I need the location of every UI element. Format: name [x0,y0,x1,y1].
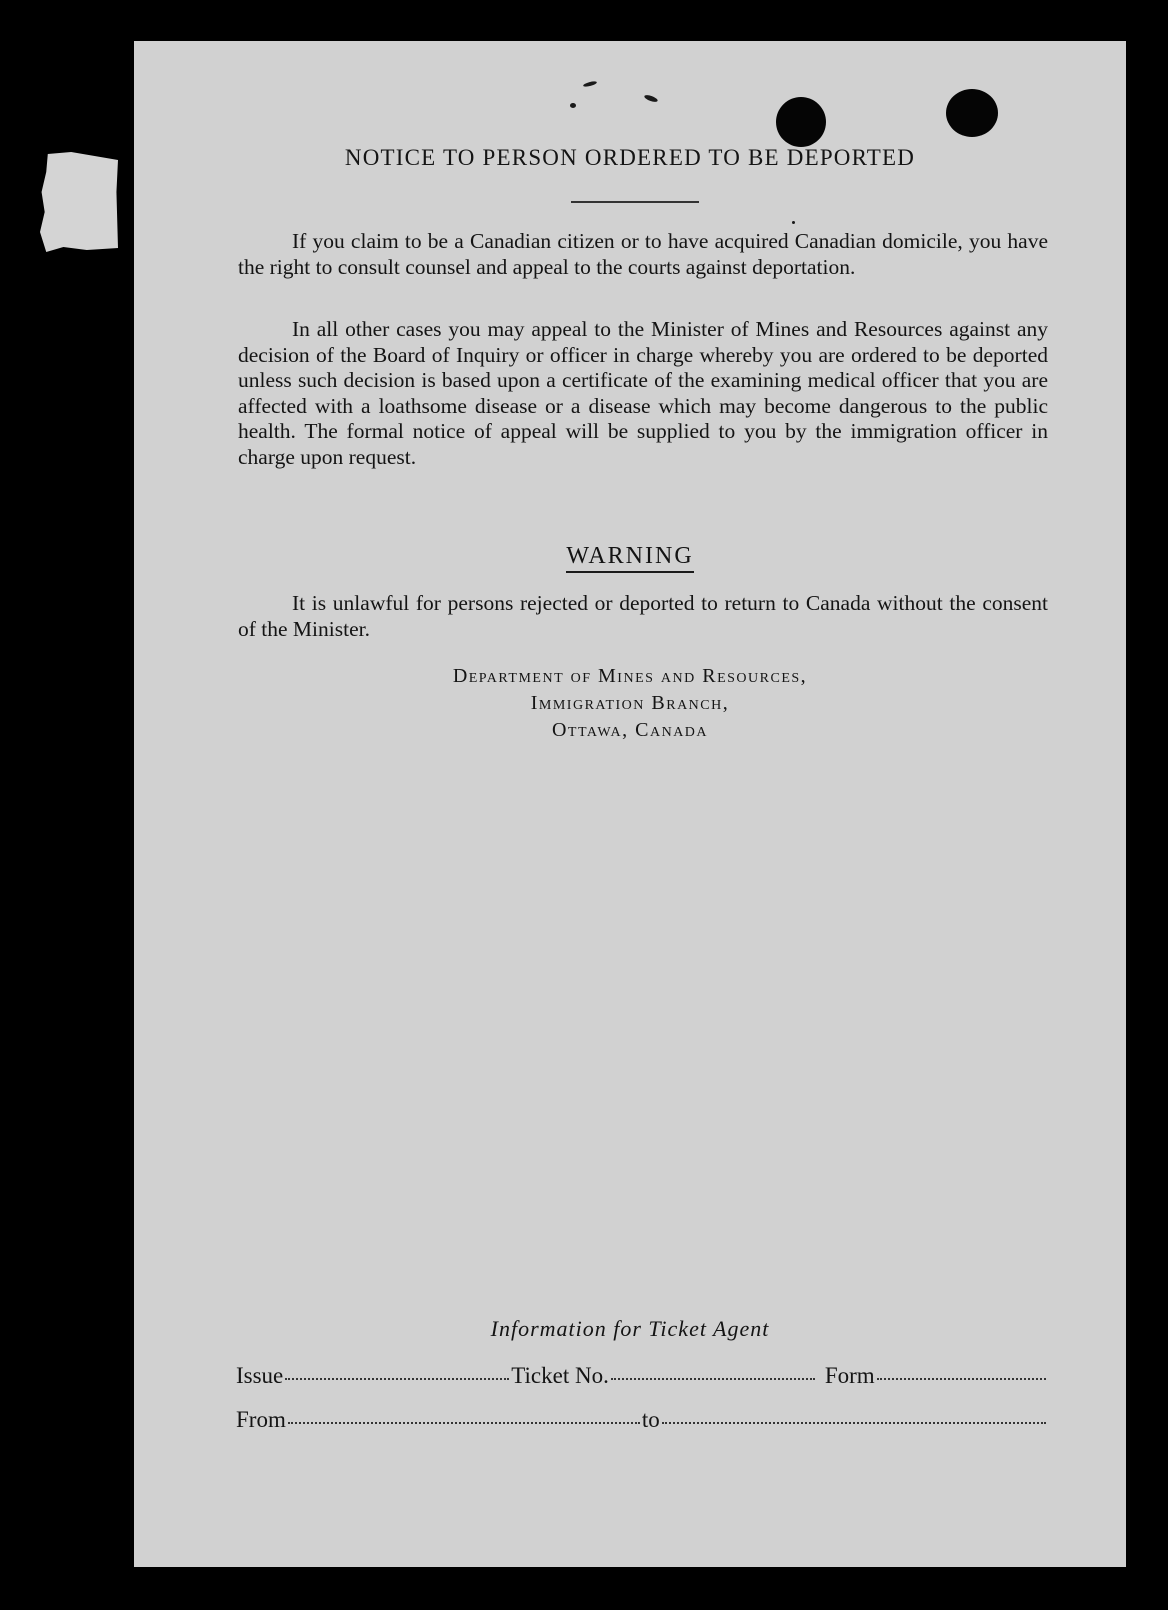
department-line-1: Department of Mines and Resources, [452,665,808,687]
issue-field[interactable] [285,1378,509,1380]
from-field[interactable] [288,1422,640,1424]
ticket-no-field[interactable] [611,1378,815,1380]
punch-hole-left [776,97,826,147]
from-label: From [236,1407,286,1432]
to-field[interactable] [662,1422,1046,1424]
form-field[interactable] [877,1378,1046,1380]
ticket-row-route [236,1407,1048,1433]
ticket-row-issue [236,1363,1048,1389]
department-signature [134,663,1126,744]
form-label: Form [824,1363,875,1388]
warning-heading-text: WARNING [566,543,693,573]
ticket-no-label: Ticket No. [511,1363,609,1388]
paragraph-appeal-minister: In all other cases you may appeal to the Minister of Mines and Resources against any decision of the Board of Inquiry or officer in charge whereby you are ordered to be deported unless such decision is based upon a certificate of the examining medical officer that you are affected with a loathsome disease or a disease which may become dangerous to the public health. The formal notice of appeal will be supplied to you by the immigration officer in charge upon request. [238,317,1048,469]
ink-speck [644,94,659,103]
ticket-agent-heading: Information for Ticket Agent [490,1316,770,1341]
ink-speck [583,80,598,87]
ink-speck [570,103,576,108]
paragraph-citizen-rights: If you claim to be a Canadian citizen or to have acquired Canadian domicile, you have the right to consult counsel and appeal to the courts against deportation. [238,229,1048,279]
paper-scrap [40,152,118,252]
warning-text: It is unlawful for persons rejected or deported to return to Canada without the consent of the Minister. [238,591,1048,641]
punch-hole-right [946,89,998,137]
title-divider [571,201,699,203]
issue-label: Issue [236,1363,284,1388]
ink-speck [792,221,795,224]
department-line-3: Ottawa, Canada [551,719,709,741]
department-line-2: Immigration Branch, [530,692,730,714]
notice-title: NOTICE TO PERSON ORDERED TO BE DEPORTED [344,145,916,170]
to-label: to [641,1407,660,1432]
warning-heading [134,543,1126,573]
document-page [134,41,1126,1567]
